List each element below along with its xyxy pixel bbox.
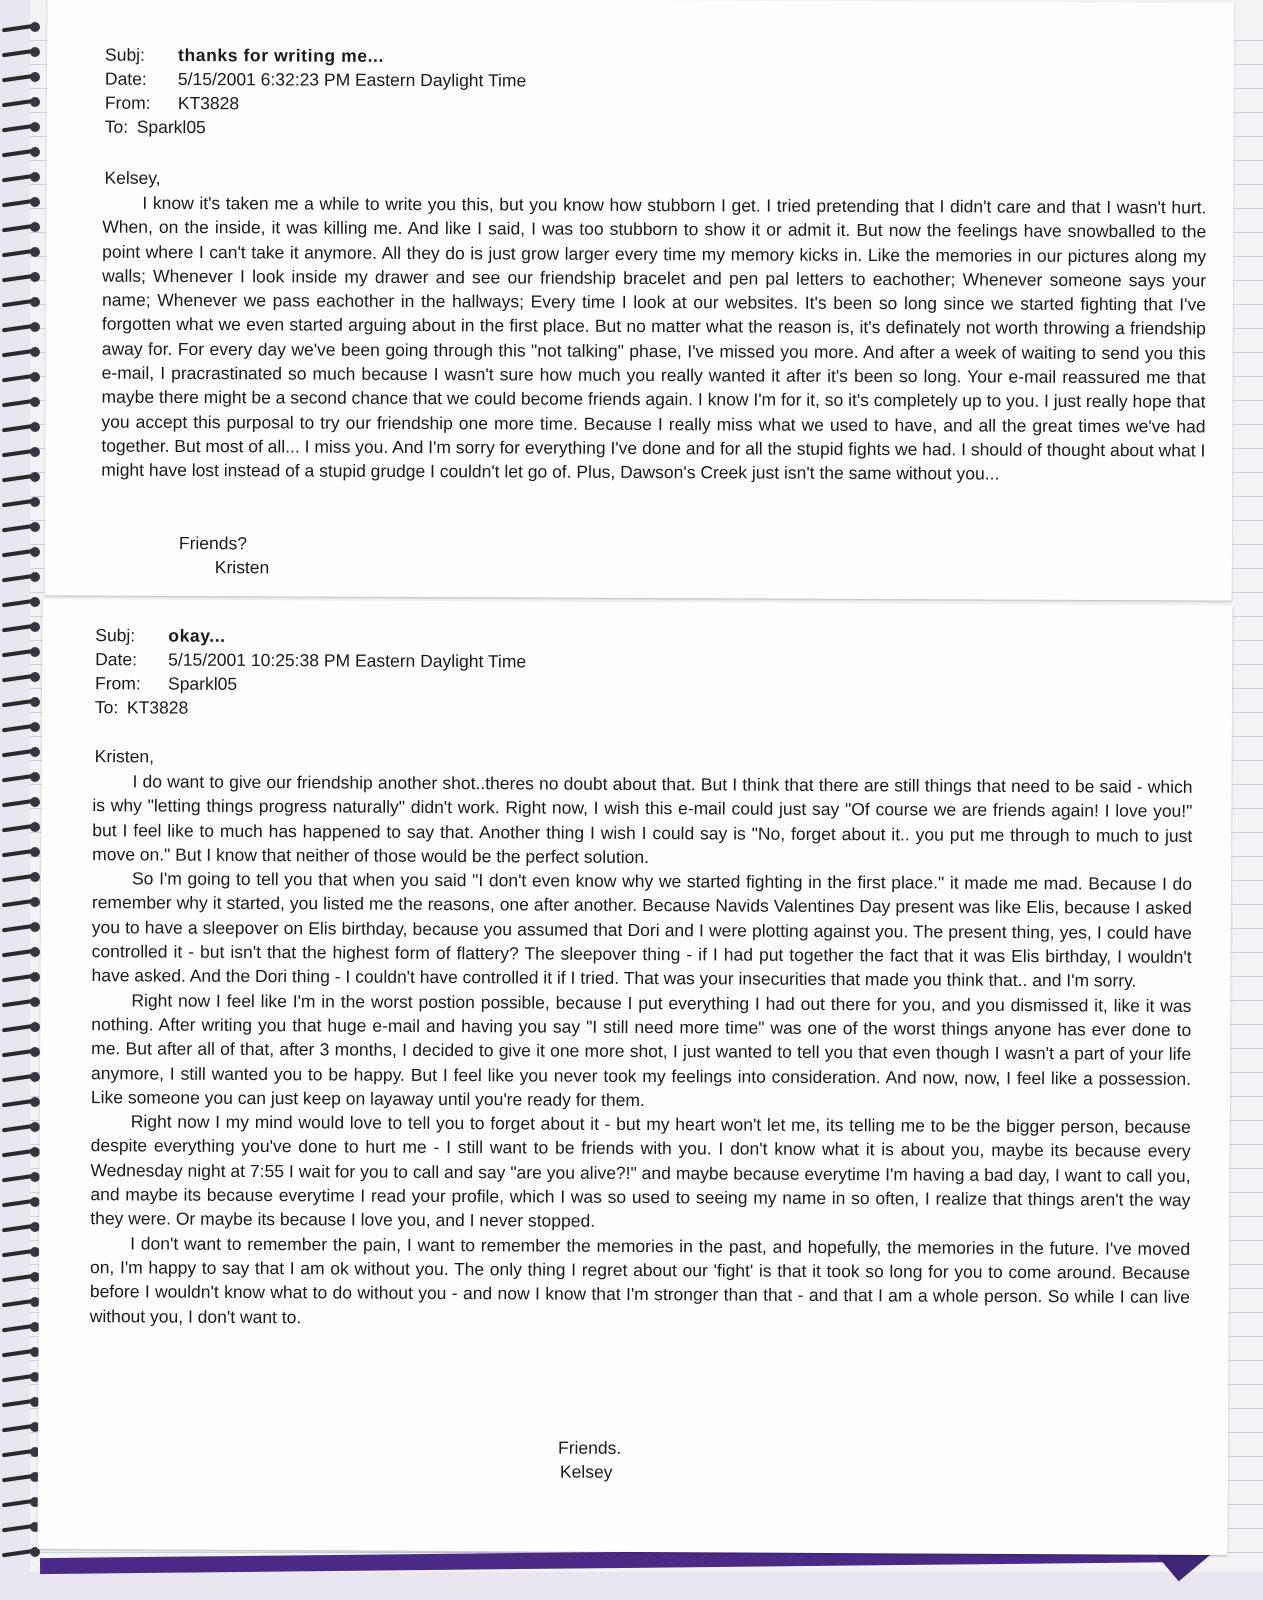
spiral-coil — [2, 1422, 40, 1434]
spiral-coil — [2, 322, 40, 334]
spiral-coil — [2, 372, 40, 384]
spiral-coil — [2, 547, 40, 559]
email-1-subject-label: Subj: — [105, 44, 145, 65]
spiral-coil — [2, 897, 40, 909]
spiral-coil — [2, 122, 40, 134]
spiral-coil — [2, 822, 40, 834]
spiral-coil — [2, 422, 40, 434]
spiral-coil — [2, 722, 40, 734]
spiral-coil — [2, 22, 40, 34]
email-2-to-row — [95, 695, 526, 721]
spiral-coil — [2, 247, 40, 259]
email-1-to-label: To: — [104, 116, 129, 137]
spiral-coil — [2, 1372, 40, 1384]
spiral-coil — [2, 647, 40, 659]
spiral-coil — [2, 1072, 40, 1084]
spiral-coil — [2, 347, 40, 359]
email-1-date: 5/15/2001 6:32:23 PM Eastern Daylight Time — [177, 68, 527, 91]
spiral-binding — [0, 0, 44, 1560]
spiral-coil — [2, 1172, 40, 1184]
spiral-coil — [2, 1022, 40, 1034]
email-1-body — [101, 191, 1206, 487]
email-2-subject-row — [95, 623, 526, 649]
email-1-salutation: Kelsey, — [104, 167, 161, 188]
email-2-from: Sparkl05 — [168, 673, 238, 694]
spiral-coil — [2, 572, 40, 584]
spiral-coil — [2, 872, 40, 884]
spiral-coil — [2, 747, 40, 759]
spiral-coil — [2, 772, 40, 784]
spiral-coil — [2, 47, 40, 59]
spiral-coil — [2, 272, 40, 284]
spiral-coil — [2, 197, 40, 209]
spiral-coil — [2, 97, 40, 109]
spiral-coil — [2, 797, 40, 809]
email-2-from-label: From: — [95, 673, 141, 694]
spiral-coil — [2, 1497, 40, 1509]
email-2-date-label: Date: — [95, 649, 138, 670]
spiral-coil — [2, 622, 40, 634]
email-printout-2 — [38, 599, 1233, 1555]
spiral-coil — [2, 947, 40, 959]
email-2-to: KT3828 — [126, 697, 189, 718]
spiral-coil — [2, 1222, 40, 1234]
spiral-coil — [2, 1097, 40, 1109]
spiral-coil — [2, 1347, 40, 1359]
spiral-coil — [2, 847, 40, 859]
spiral-coil — [2, 597, 40, 609]
spiral-coil — [2, 1447, 40, 1459]
spiral-coil — [2, 397, 40, 409]
spiral-coil — [2, 672, 40, 684]
email-2-from-row — [95, 671, 526, 697]
email-1-subject-row — [105, 43, 526, 69]
spiral-coil — [2, 1547, 40, 1559]
spiral-coil — [2, 1297, 40, 1309]
email-1-closing: Friends? — [178, 532, 248, 554]
spiral-coil — [2, 1322, 40, 1334]
email-2-date-row — [95, 647, 526, 673]
spiral-coil — [2, 1247, 40, 1259]
spiral-coil — [2, 1272, 40, 1284]
email-1-to: Sparkl05 — [136, 116, 206, 138]
email-2-salutation: Kristen, — [94, 746, 155, 767]
spiral-coil — [2, 1047, 40, 1059]
email-1-from-label: From: — [104, 92, 151, 113]
email-2-subject: okay... — [168, 625, 226, 646]
spiral-coil — [2, 472, 40, 484]
spiral-coil — [2, 697, 40, 709]
spiral-coil — [2, 172, 40, 184]
spiral-coil — [2, 447, 40, 459]
email-printout-1 — [45, 0, 1235, 601]
spiral-coil — [2, 72, 40, 84]
spiral-coil — [2, 1122, 40, 1134]
email-1-from-row — [105, 91, 526, 117]
spiral-coil — [2, 147, 40, 159]
email-2-signature: Kelsey — [559, 1461, 613, 1482]
email-2-paragraph: I do want to give our friendship another shot..theres no doubt about that. But I think that there are still things that need to be said - which is why "letting things progress naturally" didn't work. Right now, I wish this e-mail could just say "Of course we are friends again! I love you!" but I feel like to much has happened to say that. Another thing I wish I could say is "No, forget about it.. you put me through to much to just move on." But I know that neither of those would be the perfect solution. — [92, 771, 1193, 867]
email-1-header — [105, 43, 527, 141]
spiral-coil — [2, 522, 40, 534]
email-2-date: 5/15/2001 10:25:38 PM Eastern Daylight Time — [168, 649, 527, 672]
email-1-signature: Kristen — [214, 557, 270, 578]
spiral-coil — [2, 1522, 40, 1534]
spiral-coil — [2, 497, 40, 509]
email-2-paragraph: Right now I feel like I'm in the worst postion possible, because I put everything I had out there for you, and you dismissed it, like it was nothing. After writing you that huge e-mail and having you say "I still need more time" was one of the worst things anyone has ever done to me. But after all of that, after 3 months, I decided to give it one more shot, I just wanted to tell you that even though I wasn't a part of your life anymore, I still wanted you to be happy. But I feel like you never took my feelings into consideration. And now, now, I feel like a possession. Like someone you can just keep on layaway until you're ready for them. — [90, 990, 1192, 1110]
email-2-closing: Friends. — [558, 1437, 622, 1458]
spiral-coil — [2, 1197, 40, 1209]
spiral-coil — [2, 922, 40, 934]
email-1-from: KT3828 — [177, 92, 240, 114]
email-2-to-label: To: — [94, 697, 119, 718]
email-1-paragraph: I know it's taken me a while to write you this, but you know how stubborn I get. I tried pretending that I didn't care and that I wasn't hurt. When, on the inside, it was killing me. And like I said, I was too stubborn to show it or admit it. But now the feelings have snowballed to the point where I can't take it anymore. All they do is just grow larger every time my memory kicks in. Like the memories in our pictures along my walls; Whenever I look inside my drawer and see our friendship bracelet and pen pal letters to eachother; Whenever someone says your name; Whenever we pass eachother in the hallways; Every time I look at our websites. It's been so long since we started fighting that I've forgotten what we even started arguing about in the first place. But no matter what the reason is, it's definately not worth throwing a friendship away for. For every day we've been going through this "not talking" phase, I've missed you more. And after a week of waiting to send you this e-mail, I pracrastinated so much because I wasn't sure how much you really wanted it after it's been so long. Your e-mail reassured me that maybe there might be a second chance that we could become friends again. I know I'm for it, so it's completely up to you. I just really hope that you accept this purposal to try our friendship one more time. Because I really miss what we used to have, and all the great times we've had together. But most of all... I miss you. And I'm sorry for everything I've done and for all the stupid fights we had. I should of thought about what I might have lost instead of a stupid grudge I couldn't let go of. Plus, Dawson's Creek just isn't the same without you... — [101, 192, 1207, 484]
spiral-coil — [2, 1472, 40, 1484]
email-1-date-label: Date: — [104, 68, 147, 89]
email-1-date-row — [105, 67, 526, 93]
email-2-paragraph: So I'm going to tell you that when you said "I don't even know why we started fighting in the first place." it made me mad. Because I do remember why it started, you listed me the reasons, one after another. Because Navids Valentines Day present was like Elis, because I asked you to have a sleepover on Elis birthday, because you assumed that Dori and I were plotting against you. The present thing, yes, I could have controlled it - but isn't that the highest form of flattery? The sleepover thing - if I had put together the fact that it was Elis birthday, I wouldn't have asked. And the Dori thing - I couldn't have controlled it if I tried. That was your insecurities that made you think that.. and I'm sorry. — [91, 868, 1193, 991]
spiral-coil — [2, 222, 40, 234]
email-2-paragraph: I don't want to remember the pain, I want to remember the memories in the past, and hopefully, the memories in the future. I've moved on, I'm happy to say that I am ok without you. The only thing I regret about our 'fight' is that it took so long for you to come around. Because before I wouldn't know what to do without you - and now I know that I'm stronger than that - and that I am a whole person. So while I can live without you, I don't want to. — [89, 1232, 1191, 1327]
email-1-to-row — [105, 115, 526, 141]
spiral-coil — [2, 297, 40, 309]
spiral-coil — [2, 972, 40, 984]
spiral-coil — [2, 1397, 40, 1409]
email-2-body — [90, 769, 1193, 1334]
email-2-subject-label: Subj: — [95, 625, 136, 646]
spiral-coil — [2, 997, 40, 1009]
email-2-paragraph: Right now I my mind would love to tell you to forget about it - but my heart won't let me, its telling me to be the bigger person, because despite everything you've done to hurt me - I still want to be friends with you. I don't know what it is about you, maybe its because every Wednesday night at 7:55 I wait for you to call and say "are you alive?!" and maybe because everytime I'm having a bad day, I want to call you, and maybe its because everytime I read your profile, which I was so used to seeing my name in so often, I realize that things aren't the way they were. Or maybe its because I love you, and I never stopped. — [90, 1111, 1191, 1232]
spiral-coil — [2, 1147, 40, 1159]
email-1-subject: thanks for writing me... — [178, 44, 385, 66]
email-2-header — [95, 623, 526, 721]
